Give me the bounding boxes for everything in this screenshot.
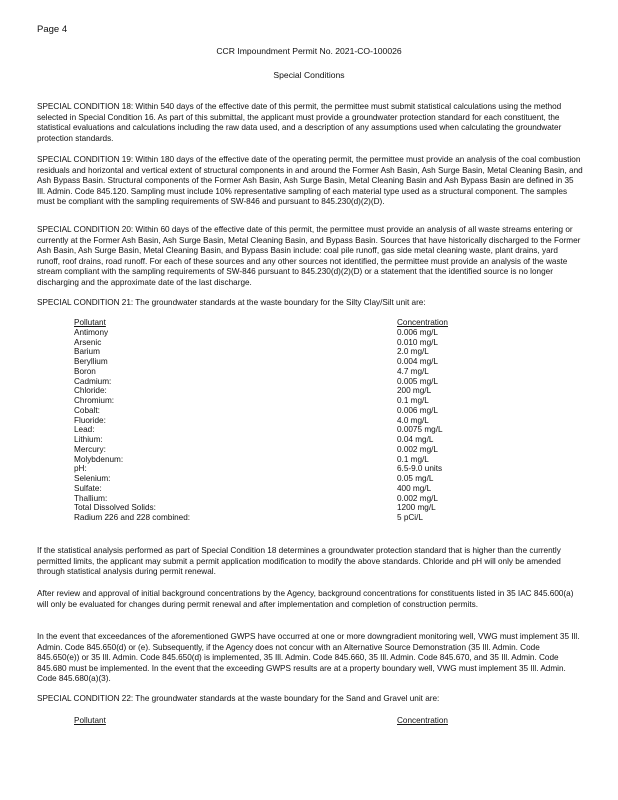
concentration-cell: 0.006 mg/L [397, 405, 438, 415]
pollutant-cell: pH: [74, 464, 87, 474]
concentration-cell: 6.5-9.0 units [397, 464, 443, 474]
special-condition-21: SPECIAL CONDITION 21: The groundwater standards at the waste boundary for the Silty Clay/Silt unit are: [37, 298, 426, 307]
table-row [74, 386, 544, 396]
table-row [74, 416, 544, 426]
table-row [74, 338, 544, 348]
pollutant-cell: Lead: [74, 425, 95, 435]
statistical-analysis-note: If the statistical analysis performed as part of Special Condition 18 determines a groundwater protection standard that is higher than the currently permitted limits, the applicant may submit a permit application modification to modify the above standards. Chloride and pH will only be amended through statistical analysis during permit renewal. [37, 546, 561, 577]
table-row [74, 406, 544, 416]
table-row [74, 357, 544, 367]
concentration-cell: 0.010 mg/L [397, 337, 438, 347]
table-row [74, 435, 544, 445]
concentration-cell: 0.05 mg/L [397, 474, 434, 483]
pollutant-cell: Barium [74, 347, 100, 357]
pollutant-cell: Mercury: [74, 444, 106, 454]
concentration-cell: 0.04 mg/L [397, 435, 434, 444]
pollutant-cell: Thallium: [74, 493, 108, 503]
pollutant-cell: Molybdenum: [74, 454, 124, 464]
concentration-cell: 0.002 mg/L [397, 493, 438, 503]
table-row [74, 425, 544, 435]
pollutant-cell: Sulfate: [74, 483, 102, 493]
table-row [74, 396, 544, 406]
concentration-cell: 200 mg/L [397, 386, 432, 396]
concentration-cell: 4.0 mg/L [397, 415, 429, 425]
pollutant-cell: Fluoride: [74, 415, 106, 425]
table-row [74, 377, 544, 387]
pollutant-header: Pollutant [74, 318, 106, 327]
pollutant-header-2: Pollutant [74, 716, 106, 725]
concentration-cell: 2.0 mg/L [397, 347, 429, 357]
concentration-cell: 0.1 mg/L [397, 454, 429, 464]
concentration-cell: 0.006 mg/L [397, 327, 438, 337]
background-concentrations-note: After review and approval of initial background concentrations by the Agency, background concentrations for constituents listed in 35 IAC 845.600(a) will only be evaluated for changes during permit renewal and after implementation and completion of construction permits. [37, 589, 574, 609]
table-row [74, 347, 544, 357]
concentration-cell: 0.002 mg/L [397, 444, 438, 454]
table-row [74, 328, 544, 338]
table-header-row [74, 318, 544, 328]
pollutant-cell: Arsenic [74, 337, 102, 347]
table-row [74, 445, 544, 455]
special-condition-19: SPECIAL CONDITION 19: Within 180 days of the effective date of the operating permit, the permittee must provide an analysis of the coal combustion residuals and horizontal and vertical extent of structural components in and around the Former Ash Basin, Ash Surge Basin, Metal Cleaning Basin, and Ash Bypass Basin. Structural components of the Former Ash Basin, Ash Surge Basin, Metal Cleaning Basin and Ash Bypass Basin are defined in 35 Ill. Admin. Code 845.120. Sampling must include 10% representative sampling of each material type used as a structural component. The samples must be compliant with the sampling requirements of SW-846 and pursuant to 845.230(d)(2)(D). [37, 155, 583, 207]
section-title: Special Conditions [273, 70, 345, 80]
table-row [74, 503, 544, 513]
table-row [74, 513, 544, 523]
concentration-cell: 0.005 mg/L [397, 376, 438, 386]
pollutant-cell: Radium 226 and 228 combined: [74, 513, 191, 522]
pollutant-cell: Cobalt: [74, 405, 100, 415]
pollutant-cell: Lithium: [74, 435, 103, 444]
concentration-cell: 4.7 mg/L [397, 366, 429, 376]
special-condition-18: SPECIAL CONDITION 18: Within 540 days of the effective date of this permit, the permittee must submit statistical calculations using the method selected in Special Condition 16. As part of this submittal, the applicant must provide a groundwater protection standard for each constituent, the statistical evaluations and calculations including the raw data used, and a description of any assumptions used when calculating the groundwater protection standards. [37, 102, 562, 143]
table-row [74, 367, 544, 377]
pollutant-cell: Beryllium [74, 357, 108, 366]
sand-gravel-table-header [74, 716, 544, 726]
concentration-cell: 0.0075 mg/L [397, 425, 443, 435]
special-condition-22: SPECIAL CONDITION 22: The groundwater standards at the waste boundary for the Sand and Gravel unit are: [37, 694, 440, 703]
page-number: Page 4 [37, 24, 68, 35]
special-condition-20: SPECIAL CONDITION 20: Within 60 days of the effective date of this permit, the permittee must provide an analysis of all waste streams entering or currently at the Former Ash Basin, Ash Surge Basin, Metal Cleaning Basin, and Bypass Basin. Sources that have historically discharged to the Former Ash Basin, Ash Surge Basin, Metal Cleaning Basin, and Bypass Basin include: coal pile runoff, gas side metal cleaning waste, plant drains, yard runoff, roof drains, road runoff. For each of these sources and any other sources not identified, the permittee must provide an analysis of the waste stream compliant with the sampling requirements of SW-846 pursuant to 845.230(d)(2)(D) or a statement that the identified source is no longer discharging and the approximate date of the last discharge. [37, 225, 581, 287]
concentration-cell: 1200 mg/L [397, 503, 436, 513]
permit-title: CCR Impoundment Permit No. 2021-CO-100026 [216, 46, 402, 56]
concentration-cell: 400 mg/L [397, 483, 432, 493]
table-row [74, 484, 544, 494]
table-row [74, 464, 544, 474]
pollutant-cell: Cadmium: [74, 376, 112, 386]
pollutant-cell: Chloride: [74, 386, 107, 396]
table-row [74, 474, 544, 484]
concentration-cell: 5 pCi/L [397, 513, 423, 522]
pollutant-cell: Antimony [74, 327, 109, 337]
gwps-exceedance-note: In the event that exceedances of the aforementioned GWPS have occurred at one or more downgradient monitoring well, VWG must implement 35 Ill. Admin. Code 845.650(d) or (e). Subsequently, if the Agency does not concur with an Alternative Source Demonstration (35 Ill. Admin. Code 845.650(e)) or 35 Ill. Admin. Code 845.650(d) is implemented, 35 Ill. Admin. Code 845.660, 35 Ill. Admin. Code 845.670, and 35 Ill. Admin. Code 845.680 must be implemented. In the event that the exceeding GWPS results are at a property boundary well, VWG must implement 35 Ill. Admin. Code 845.680(a)(3). [37, 632, 580, 684]
pollutant-cell: Chromium: [74, 396, 115, 405]
concentration-cell: 0.004 mg/L [397, 357, 438, 366]
pollutant-cell: Total Dissolved Solids: [74, 503, 156, 513]
groundwater-standards-table [74, 318, 544, 523]
concentration-cell: 0.1 mg/L [397, 396, 429, 405]
concentration-header-2: Concentration [397, 716, 448, 725]
concentration-header: Concentration [397, 318, 448, 327]
pollutant-cell: Selenium: [74, 474, 111, 483]
table-row [74, 494, 544, 504]
table-row [74, 455, 544, 465]
pollutant-cell: Boron [74, 366, 96, 376]
